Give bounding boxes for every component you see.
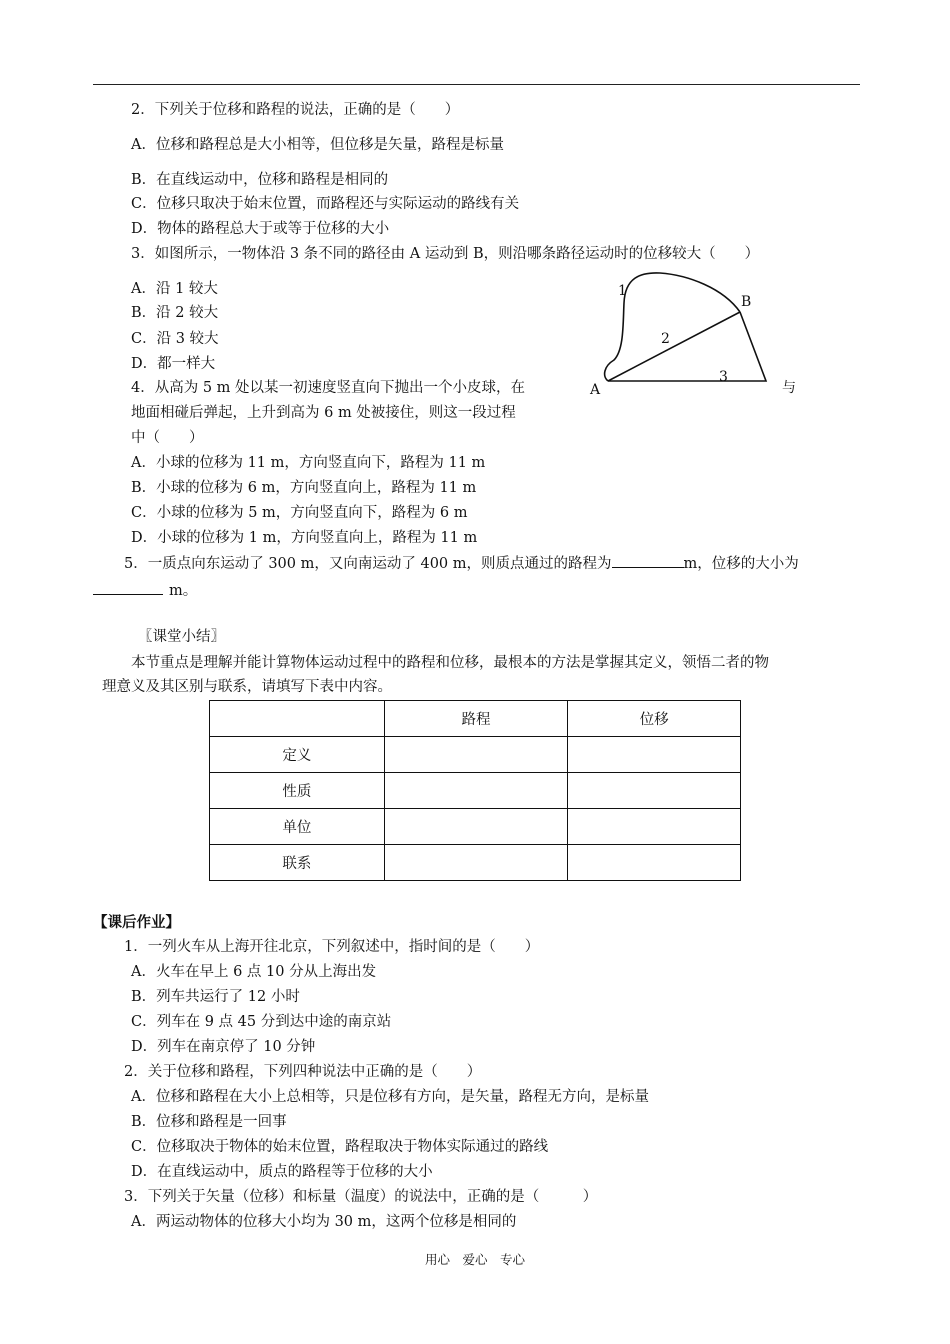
label-path-3: 3 (719, 369, 728, 385)
label-point-b: B (741, 294, 752, 310)
table-row (210, 737, 741, 773)
q3-stem: 3．如图所示，一物体沿 3 条不同的路径由 A 运动到 B，则沿哪条路径运动时的位移较大（ ） (131, 246, 760, 262)
q5-text-part2: m，位移的大小为 (683, 556, 799, 572)
q3-option-d: D．都一样大 (131, 356, 216, 372)
hw-q1-option-b: B．列车共运行了 12 小时 (131, 989, 300, 1005)
table-cell[interactable] (568, 773, 741, 809)
summary-heading: 〖课堂小结〗 (138, 629, 225, 645)
hw-q3-option-a: A．两运动物体的位移大小均为 30 m，这两个位移是相同的 (131, 1214, 517, 1230)
label-point-a: A (590, 382, 601, 398)
hw-q2-stem: 2．关于位移和路程，下列四种说法中正确的是（ ） (124, 1064, 482, 1080)
table-row-label: 性质 (210, 773, 385, 809)
q5-blank-displacement[interactable] (93, 580, 163, 595)
path-3-line (608, 312, 766, 381)
table-row-label: 单位 (210, 809, 385, 845)
q5-text-part3: m。 (169, 583, 198, 599)
hw-q1-stem: 1．一列火车从上海开往北京，下列叙述中，指时间的是（ ） (124, 939, 540, 955)
table-row-label: 定义 (210, 737, 385, 773)
table-cell[interactable] (568, 845, 741, 881)
hw-q2-option-b: B．位移和路程是一回事 (131, 1114, 287, 1130)
page-footer: 用心 爱心 专心 (424, 1252, 525, 1267)
q4-option-b: B．小球的位移为 6 m，方向竖直向上，路程为 11 m (131, 480, 477, 496)
q4-stem-line2: 地面相碰后弹起，上升到高为 6 m 处被接住，则这一段过程 (131, 405, 516, 421)
q3-option-a: A．沿 1 较大 (131, 281, 218, 297)
hw-q1-option-a: A．火车在早上 6 点 10 分从上海出发 (131, 964, 377, 980)
q3-option-b: B．沿 2 较大 (131, 305, 219, 321)
q2-stem: 2．下列关于位移和路程的说法，正确的是（ ） (131, 102, 460, 118)
table-cell[interactable] (568, 809, 741, 845)
path-diagram (578, 268, 808, 398)
table-row (210, 809, 741, 845)
q3-option-c: C．沿 3 较大 (131, 331, 219, 347)
table-cell[interactable] (384, 773, 568, 809)
table-cell[interactable] (384, 809, 568, 845)
table-cell[interactable] (568, 737, 741, 773)
q5-text-part1: 5．一质点向东运动了 300 m，又向南运动了 400 m，则质点通过的路程为 (124, 556, 612, 572)
q4-stem-line3: 中（ ） (131, 430, 204, 446)
table-cell[interactable] (384, 845, 568, 881)
table-cell[interactable] (384, 737, 568, 773)
table-header-cell (210, 701, 385, 737)
table-row (210, 845, 741, 881)
q2-option-c: C．位移只取决于始末位置，而路程还与实际运动的路线有关 (131, 196, 520, 212)
q4-option-d: D．小球的位移为 1 m，方向竖直向上，路程为 11 m (131, 530, 478, 546)
q4-option-c: C．小球的位移为 5 m，方向竖直向下，路程为 6 m (131, 505, 468, 521)
header-rule (93, 84, 860, 85)
q2-option-d: D．物体的路程总大于或等于位移的大小 (131, 221, 390, 237)
summary-paragraph-line2: 理意义及其区别与联系，请填写下表中内容。 (102, 679, 392, 695)
summary-table (209, 700, 741, 881)
hw-q1-option-c: C．列车在 9 点 45 分到达中途的南京站 (131, 1014, 392, 1030)
table-row (210, 773, 741, 809)
hw-q2-option-a: A．位移和路程在大小上总相等，只是位移有方向，是矢量，路程无方向，是标量 (131, 1089, 649, 1105)
q5-blank-distance[interactable] (612, 553, 684, 568)
q5-line2 (93, 580, 197, 601)
table-row-label: 联系 (210, 845, 385, 881)
q2-option-a: A．位移和路程总是大小相等，但位移是矢量，路程是标量 (131, 137, 504, 153)
q4-stem-line1: 4．从高为 5 m 处以某一初速度竖直向下抛出一个小皮球，在 (131, 380, 526, 396)
label-trailing-char: 与 (782, 380, 796, 396)
q5-line1 (124, 553, 799, 574)
hw-q2-option-c: C．位移取决于物体的始末位置，路程取决于物体实际通过的路线 (131, 1139, 549, 1155)
label-path-2: 2 (661, 331, 670, 347)
hw-q2-option-d: D．在直线运动中，质点的路程等于位移的大小 (131, 1164, 433, 1180)
summary-paragraph-line1: 本节重点是理解并能计算物体运动过程中的路程和位移，最根本的方法是掌握其定义，领悟二者的物 (131, 655, 769, 671)
hw-q1-option-d: D．列车在南京停了 10 分钟 (131, 1039, 316, 1055)
q2-option-b: B．在直线运动中，位移和路程是相同的 (131, 172, 389, 188)
homework-heading: 【课后作业】 (93, 915, 180, 931)
table-header-cell: 位移 (568, 701, 741, 737)
hw-q3-stem: 3．下列关于矢量（位移）和标量（温度）的说法中，正确的是（ ） (124, 1189, 598, 1205)
label-path-1: 1 (618, 283, 627, 299)
q4-option-a: A．小球的位移为 11 m，方向竖直向下，路程为 11 m (131, 455, 486, 471)
table-header-cell: 路程 (384, 701, 568, 737)
table-header-row (210, 701, 741, 737)
